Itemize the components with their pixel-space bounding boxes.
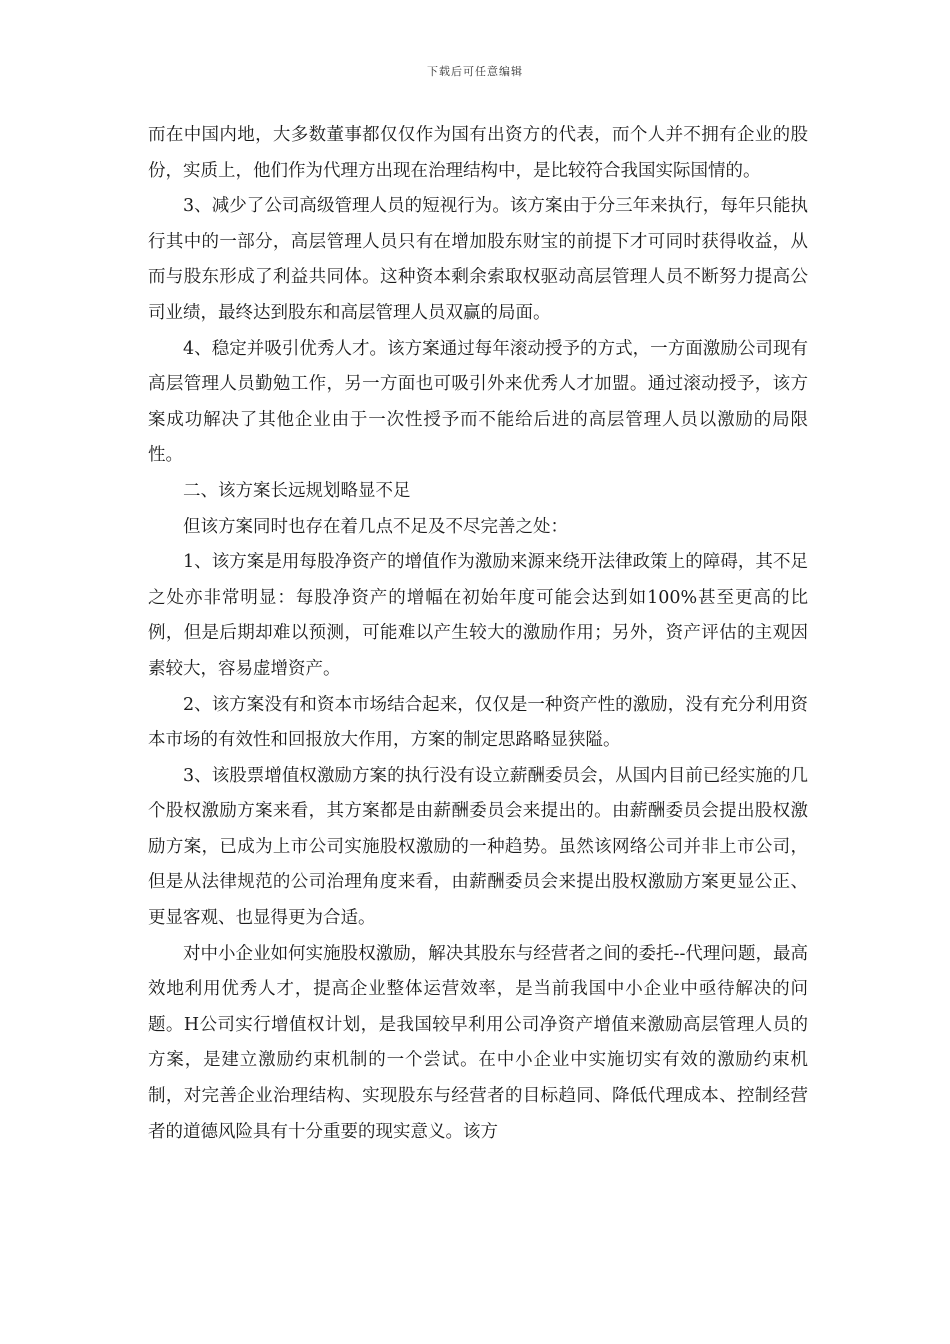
paragraph: 1、该方案是用每股净资产的增值作为激励来源来绕开法律政策上的障碍，其不足之处亦非常明显：每股净资产的增幅在初始年度可能会达到如100%甚至更高的比例，但是后期却难以预测，可能难以产生较大的激励作用；另外，资产评估的主观因素较大，容易虚增资产。 bbox=[148, 552, 808, 679]
paragraph: 3、减少了公司高级管理人员的短视行为。该方案由于分三年来执行，每年只能执行其中的一部分，高层管理人员只有在增加股东财宝的前提下才可同时获得收益，从而与股东形成了利益共同体。这种资本剩余索取权驱动高层管理人员不断努力提高公司业绩，最终达到股东和高层管理人员双赢的局面。 bbox=[148, 196, 808, 323]
paragraph: 4、稳定并吸引优秀人才。该方案通过每年滚动授予的方式，一方面激励公司现有高层管理人员勤勉工作，另一方面也可吸引外来优秀人才加盟。通过滚动授予，该方案成功解决了其他企业由于一次性授予而不能给后进的高层管理人员以激励的局限性。 bbox=[148, 338, 808, 466]
paragraph: 对中小企业如何实施股权激励，解决其股东与经营者之间的委托--代理问题，最高效地利用优秀人才，提高企业整体运营效率，是当前我国中小企业中亟待解决的问题。H公司实行增值权计划，是我国较早利用公司净资产增值来激励高层管理人员的方案，是建立激励约束机制的一个尝试。在中小企业中实施切实有效的激励约束机制，对完善企业治理结构、实现股东与经营者的目标趋同、降低代理成本、控制经营者的道德风险具有十分重要的现实意义。该方 bbox=[148, 943, 808, 1142]
document-body bbox=[148, 118, 808, 1150]
paragraph: 但该方案同时也存在着几点不足及不尽完善之处： bbox=[183, 516, 568, 537]
paragraph: 3、该股票增值权激励方案的执行没有设立薪酬委员会，从国内目前已经实施的几个股权激励方案来看，其方案都是由薪酬委员会来提出的。由薪酬委员会提出股权激励方案，已成为上市公司实施股权激励的一种趋势。虽然该网络公司并非上市公司，但是从法律规范的公司治理角度来看，由薪酬委员会来提出股权激励方案更显公正、更显客观、也显得更为合适。 bbox=[148, 765, 808, 929]
paragraph: 而在中国内地，大多数董事都仅仅作为国有出资方的代表，而个人并不拥有企业的股份，实质上，他们作为代理方出现在治理结构中，是比较符合我国实际国情的。 bbox=[148, 125, 808, 181]
paragraph: 2、该方案没有和资本市场结合起来，仅仅是一种资产性的激励，没有充分利用资本市场的有效性和回报放大作用，方案的制定思路略显狭隘。 bbox=[148, 694, 808, 751]
page-header-note: 下载后可任意编辑 bbox=[427, 65, 523, 78]
section-heading: 二、该方案长远规划略显不足 bbox=[183, 480, 411, 501]
